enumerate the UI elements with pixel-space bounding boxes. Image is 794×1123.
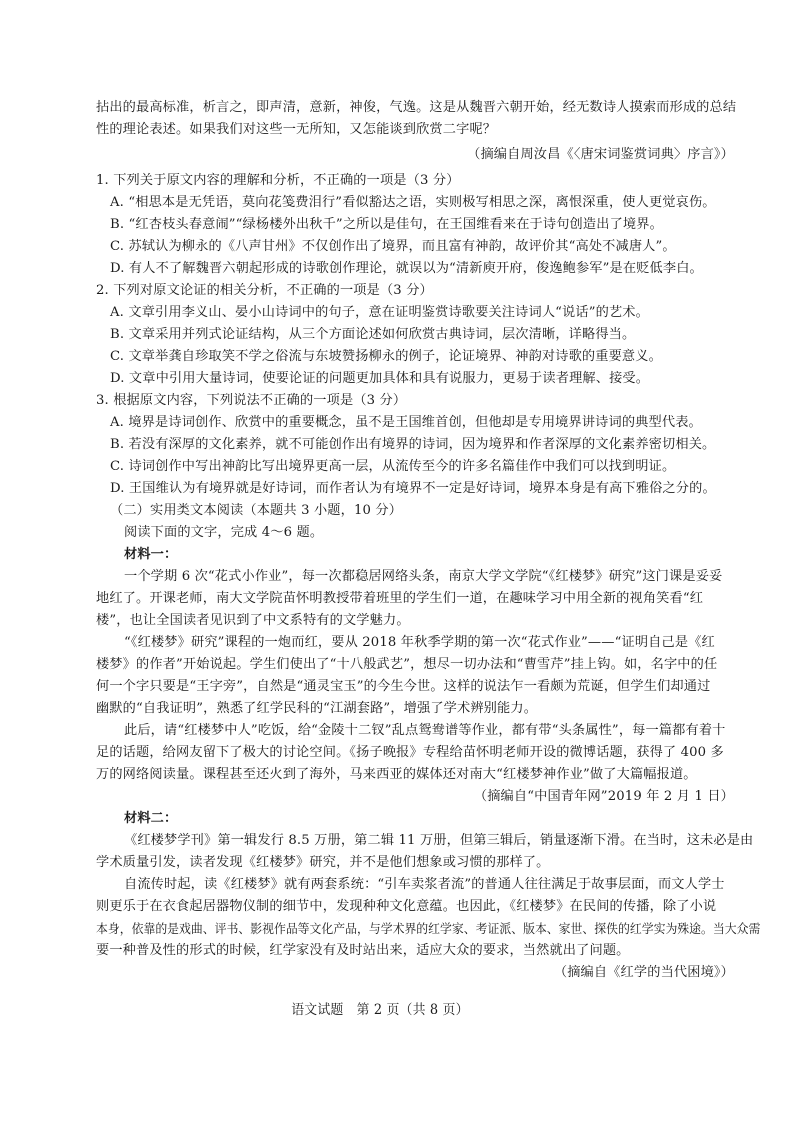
answer-option: A. 境界是诗词创作、欣赏中的重要概念，虽不是王国维首创，但他却是专用境界讲诗词的典型代表。 — [110, 415, 702, 430]
text-line: 幽默的“自我证明”，熟悉了红学民科的“江湖套路”，增强了学术辨别能力。 — [96, 701, 538, 716]
answer-option: C. 苏轼认为柳永的《八声甘州》不仅创作出了境界，而且富有神韵，故评价其“高处不减唐人”。 — [110, 239, 676, 254]
answer-option: A. 文章引用李义山、晏小山诗词中的句子，意在证明鉴赏诗歌要关注诗词人“说话”的艺术。 — [110, 305, 649, 320]
answer-option: B. “红杏枝头春意闹”“绿杨楼外出秋千”之所以是佳句，在王国维看来在于诗句创造出了境界。 — [110, 217, 663, 232]
answer-option: D. 王国维认为有境界就是好诗词，而作者认为有境界不一定是好诗词，境界本身是有高下雅俗之分的。 — [110, 481, 716, 496]
text-line: 学术质量引发，读者发现《红楼梦》研究，并不是他们想象或习惯的那样了。 — [96, 855, 550, 870]
question-stem: 3. 根据原文内容，下列说法不正确的一项是（3 分） — [96, 393, 407, 408]
answer-option: C. 诗词创作中写出神韵比写出境界更高一层，从流传至今的许多名篇佳作中我们可以找到明证。 — [110, 459, 676, 474]
question-stem: 1. 下列关于原文内容的理解和分析，不正确的一项是（3 分） — [96, 173, 460, 188]
text-line: 《红楼梦学刊》第一辑发行 8.5 万册，第二辑 11 万册，但第三辑后，销量逐渐下滑。在当时，这未必是由 — [124, 833, 754, 848]
answer-option: A. “相思本是无凭语，莫向花笺费泪行”看似豁达之语，实则极写相思之深，离恨深重，使人更觉哀伤。 — [110, 195, 716, 210]
answer-option: B. 文章采用并列式论证结构，从三个方面论述如何欣赏古典诗词，层次清晰，详略得当。 — [110, 327, 636, 342]
text-line: 要一种普及性的形式的时候，红学家没有及时站出来，适应大众的要求，当然就出了问题。 — [96, 943, 630, 958]
source-citation: （摘编自周汝昌《〈唐宋词鉴赏词典〉序言》） — [467, 147, 734, 162]
material-heading: 材料一： — [124, 547, 178, 562]
text-line: 则更乐于在衣食起居器物仪制的细节中，发现种种文化意蕴。也因此，《红楼梦》在民间的传播，除了小说 — [96, 899, 717, 914]
text-line: “《红楼梦》研究”课程的一炮而红，要从 2018 年秋季学期的第一次“花式作业”——“证明自己是《红 — [124, 635, 715, 650]
answer-option: D. 文章中引用大量诗词，使要论证的问题更加具体和具有说服力，更易于读者理解、接受。 — [110, 371, 650, 386]
answer-option: B. 若没有深厚的文化素养，就不可能创作出有境界的诗词，因为境界和作者深厚的文化素养密切相关。 — [110, 437, 716, 452]
question-stem: 2. 下列对原文论证的相关分析，不正确的一项是（3 分） — [96, 283, 433, 298]
source-citation: （摘编自“中国青年网”2019 年 2 月 1 日） — [473, 789, 734, 804]
text-line: 拈出的最高标准，析言之，即声清，意新，神俊，气逸。这是从魏晋六朝开始，经无数诗人摸索而形成的总结 — [96, 100, 737, 115]
answer-option: D. 有人不了解魏晋六朝起形成的诗歌创作理论，就误以为“清新庾开府，俊逸鲍参军”是在贬低李白。 — [110, 261, 703, 276]
text-line: 万的网络阅读量。课程甚至还火到了海外，马来西亚的媒体还对南大“红楼梦神作业”做了大篇幅报道。 — [96, 767, 697, 782]
source-citation: （摘编自《红学的当代困境》） — [553, 965, 734, 980]
text-line: 自流传时起，读《红楼梦》就有两套系统：“引车卖浆者流”的普通人往往满足于故事层面，而文人学士 — [124, 877, 725, 892]
section-heading: （二）实用类文本阅读（本题共 3 小题，10 分） — [110, 503, 403, 518]
page-footer: 语文试题 第 2 页（共 8 页） — [291, 1002, 469, 1018]
answer-option: C. 文章举龚自珍取笑不学之俗流与东坡赞扬柳永的例子，论证境界、神韵对诗歌的重要意义。 — [110, 349, 662, 364]
text-line: 地红了。开课老师，南大文学院苗怀明教授带着班里的学生们一道，在趣味学习中用全新的视角笑看“红 — [96, 591, 704, 606]
text-line: 一个学期 6 次“花式小作业”，每一次都稳居网络头条，南京大学文学院“《红楼梦》研究”这门课是妥妥 — [124, 569, 723, 584]
instruction-text: 阅读下面的文字，完成 4～6 题。 — [124, 525, 324, 540]
text-line: 此后，请“红楼梦中人”吃饭，给“金陵十二钗”乱点鸳鸯谱等作业，都有带“头条属性”，每一篇都有着十 — [124, 723, 726, 738]
text-line: 性的理论表述。如果我们对这些一无所知，又怎能谈到欣赏二字呢？ — [96, 122, 497, 137]
text-line: 足的话题，给网友留下了极大的讨论空间。《扬子晚报》专程给苗怀明老师开设的微博话题，获得了 400 多 — [96, 745, 724, 760]
text-line: 楼”，也让全国读者见识到了中文系特有的文学魅力。 — [96, 613, 410, 628]
material-heading: 材料二： — [124, 811, 178, 826]
text-line: 本身，依靠的是戏曲、评书、影视作品等文化产品，与学术界的红学家、考证派、版本、家世、探佚的红学实为殊途。当大众需 — [96, 921, 761, 936]
text-line: 楼梦》的作者”开始说起。学生们使出了“十八般武艺”，想尽一切办法和“曹雪芹”挂上钩。如，名字中的任 — [96, 657, 718, 672]
text-line: 何一个字只要是“王字旁”，自然是“通灵宝玉”的今生今世。这样的说法乍一看颇为荒诞，但学生们却通过 — [96, 679, 711, 694]
